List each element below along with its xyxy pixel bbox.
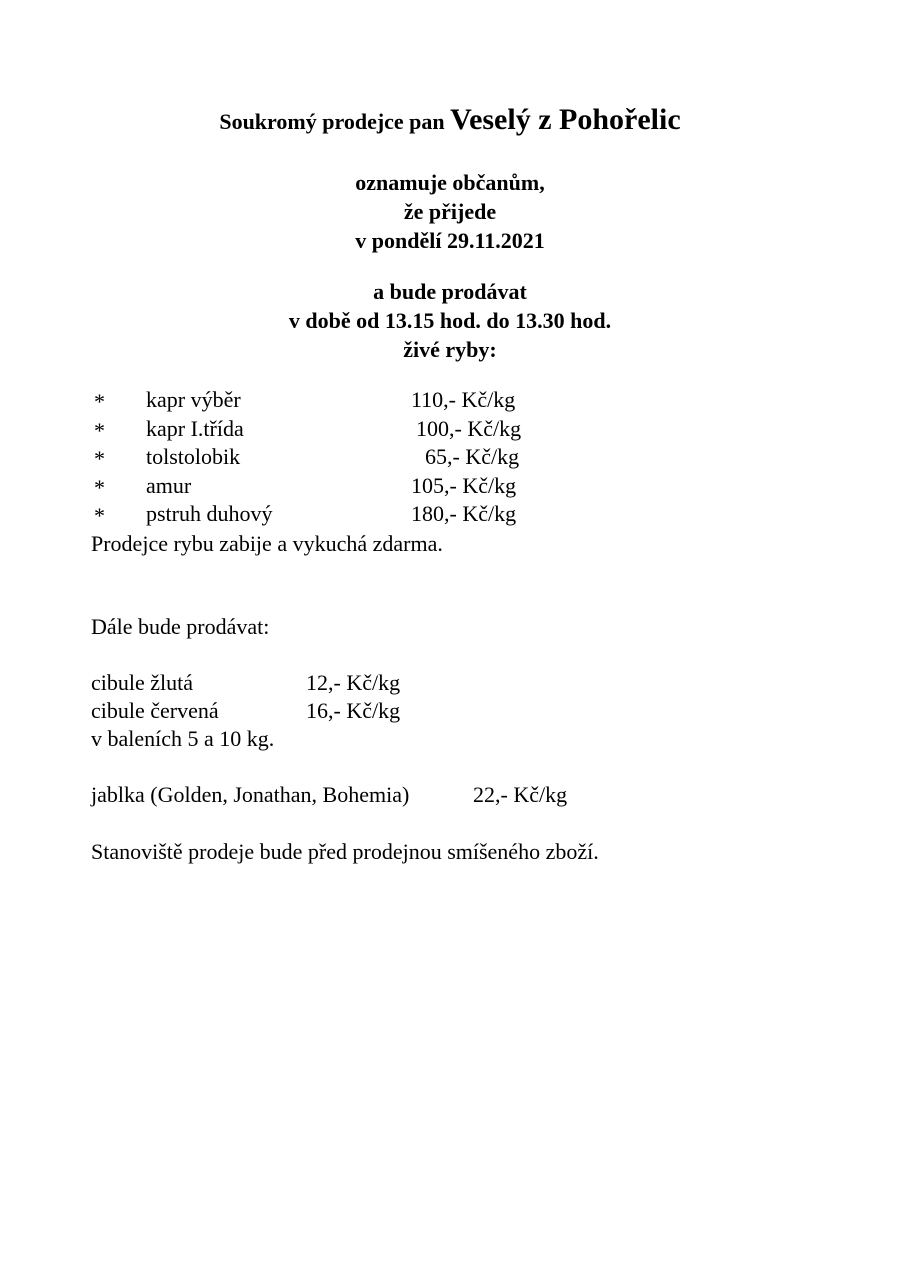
fish-name: amur [146,472,192,498]
bullet: * [94,503,105,528]
bullet: * [94,417,105,443]
fish-row [91,386,591,415]
announcement-block [0,168,900,255]
fish-price: 100,- Kč/kg [416,415,522,441]
fish-price-list [91,386,591,529]
fish-row [91,500,591,529]
fish-name: kapr výběr [146,387,241,412]
fish-row [91,415,591,444]
announcement-date: v pondělí 29.11.2021 [355,228,545,253]
fish-name: kapr I.třída [146,415,244,441]
notice-headline [0,100,900,142]
bullet: * [94,474,105,500]
bullet: * [94,446,105,471]
fish-price: 65,- Kč/kg [425,444,520,469]
headline-prefix: Soukromý prodejce pan [219,109,451,134]
fish-price: 110,- Kč/kg [411,387,516,412]
apple-row [91,781,691,809]
vegetable-row [91,697,491,725]
vegetable-row [91,669,491,697]
fish-name: tolstolobik [146,444,241,469]
apple-name: jablka (Golden, Jonathan, Bohemia) [91,782,410,807]
fish-row [91,472,591,501]
fish-price: 180,- Kč/kg [411,501,517,526]
vegetable-price-list [91,669,491,753]
fish-service-note: Prodejce rybu zabije a vykuchá zdarma. [91,531,443,556]
announcement-line-1: oznamuje občanům, [355,170,545,195]
sale-live-fish-heading: živé ryby: [403,337,497,362]
fish-price: 105,- Kč/kg [411,472,517,498]
apple-price: 22,- Kč/kg [473,782,568,807]
seller-name: Veselý z Pohořelic [450,103,681,136]
vegetable-price: 12,- Kč/kg [306,670,401,695]
sale-line-1: a bude prodávat [373,279,527,304]
packaging-note: v baleních 5 a 10 kg. [91,726,275,751]
fish-row [91,443,591,472]
vegetable-name: cibule červená [91,698,219,723]
location-note: Stanoviště prodeje bude před prodejnou smíšeného zboží. [91,839,599,864]
vegetable-name: cibule žlutá [91,670,194,695]
announcement-line-2: že přijede [403,199,497,224]
vegetable-price: 16,- Kč/kg [306,698,401,723]
bullet: * [94,389,105,414]
sale-block [0,277,900,364]
sale-time: v době od 13.15 hod. do 13.30 hod. [288,308,612,333]
fish-name: pstruh duhový [146,501,273,526]
other-goods-heading: Dále bude prodávat: [91,614,270,639]
